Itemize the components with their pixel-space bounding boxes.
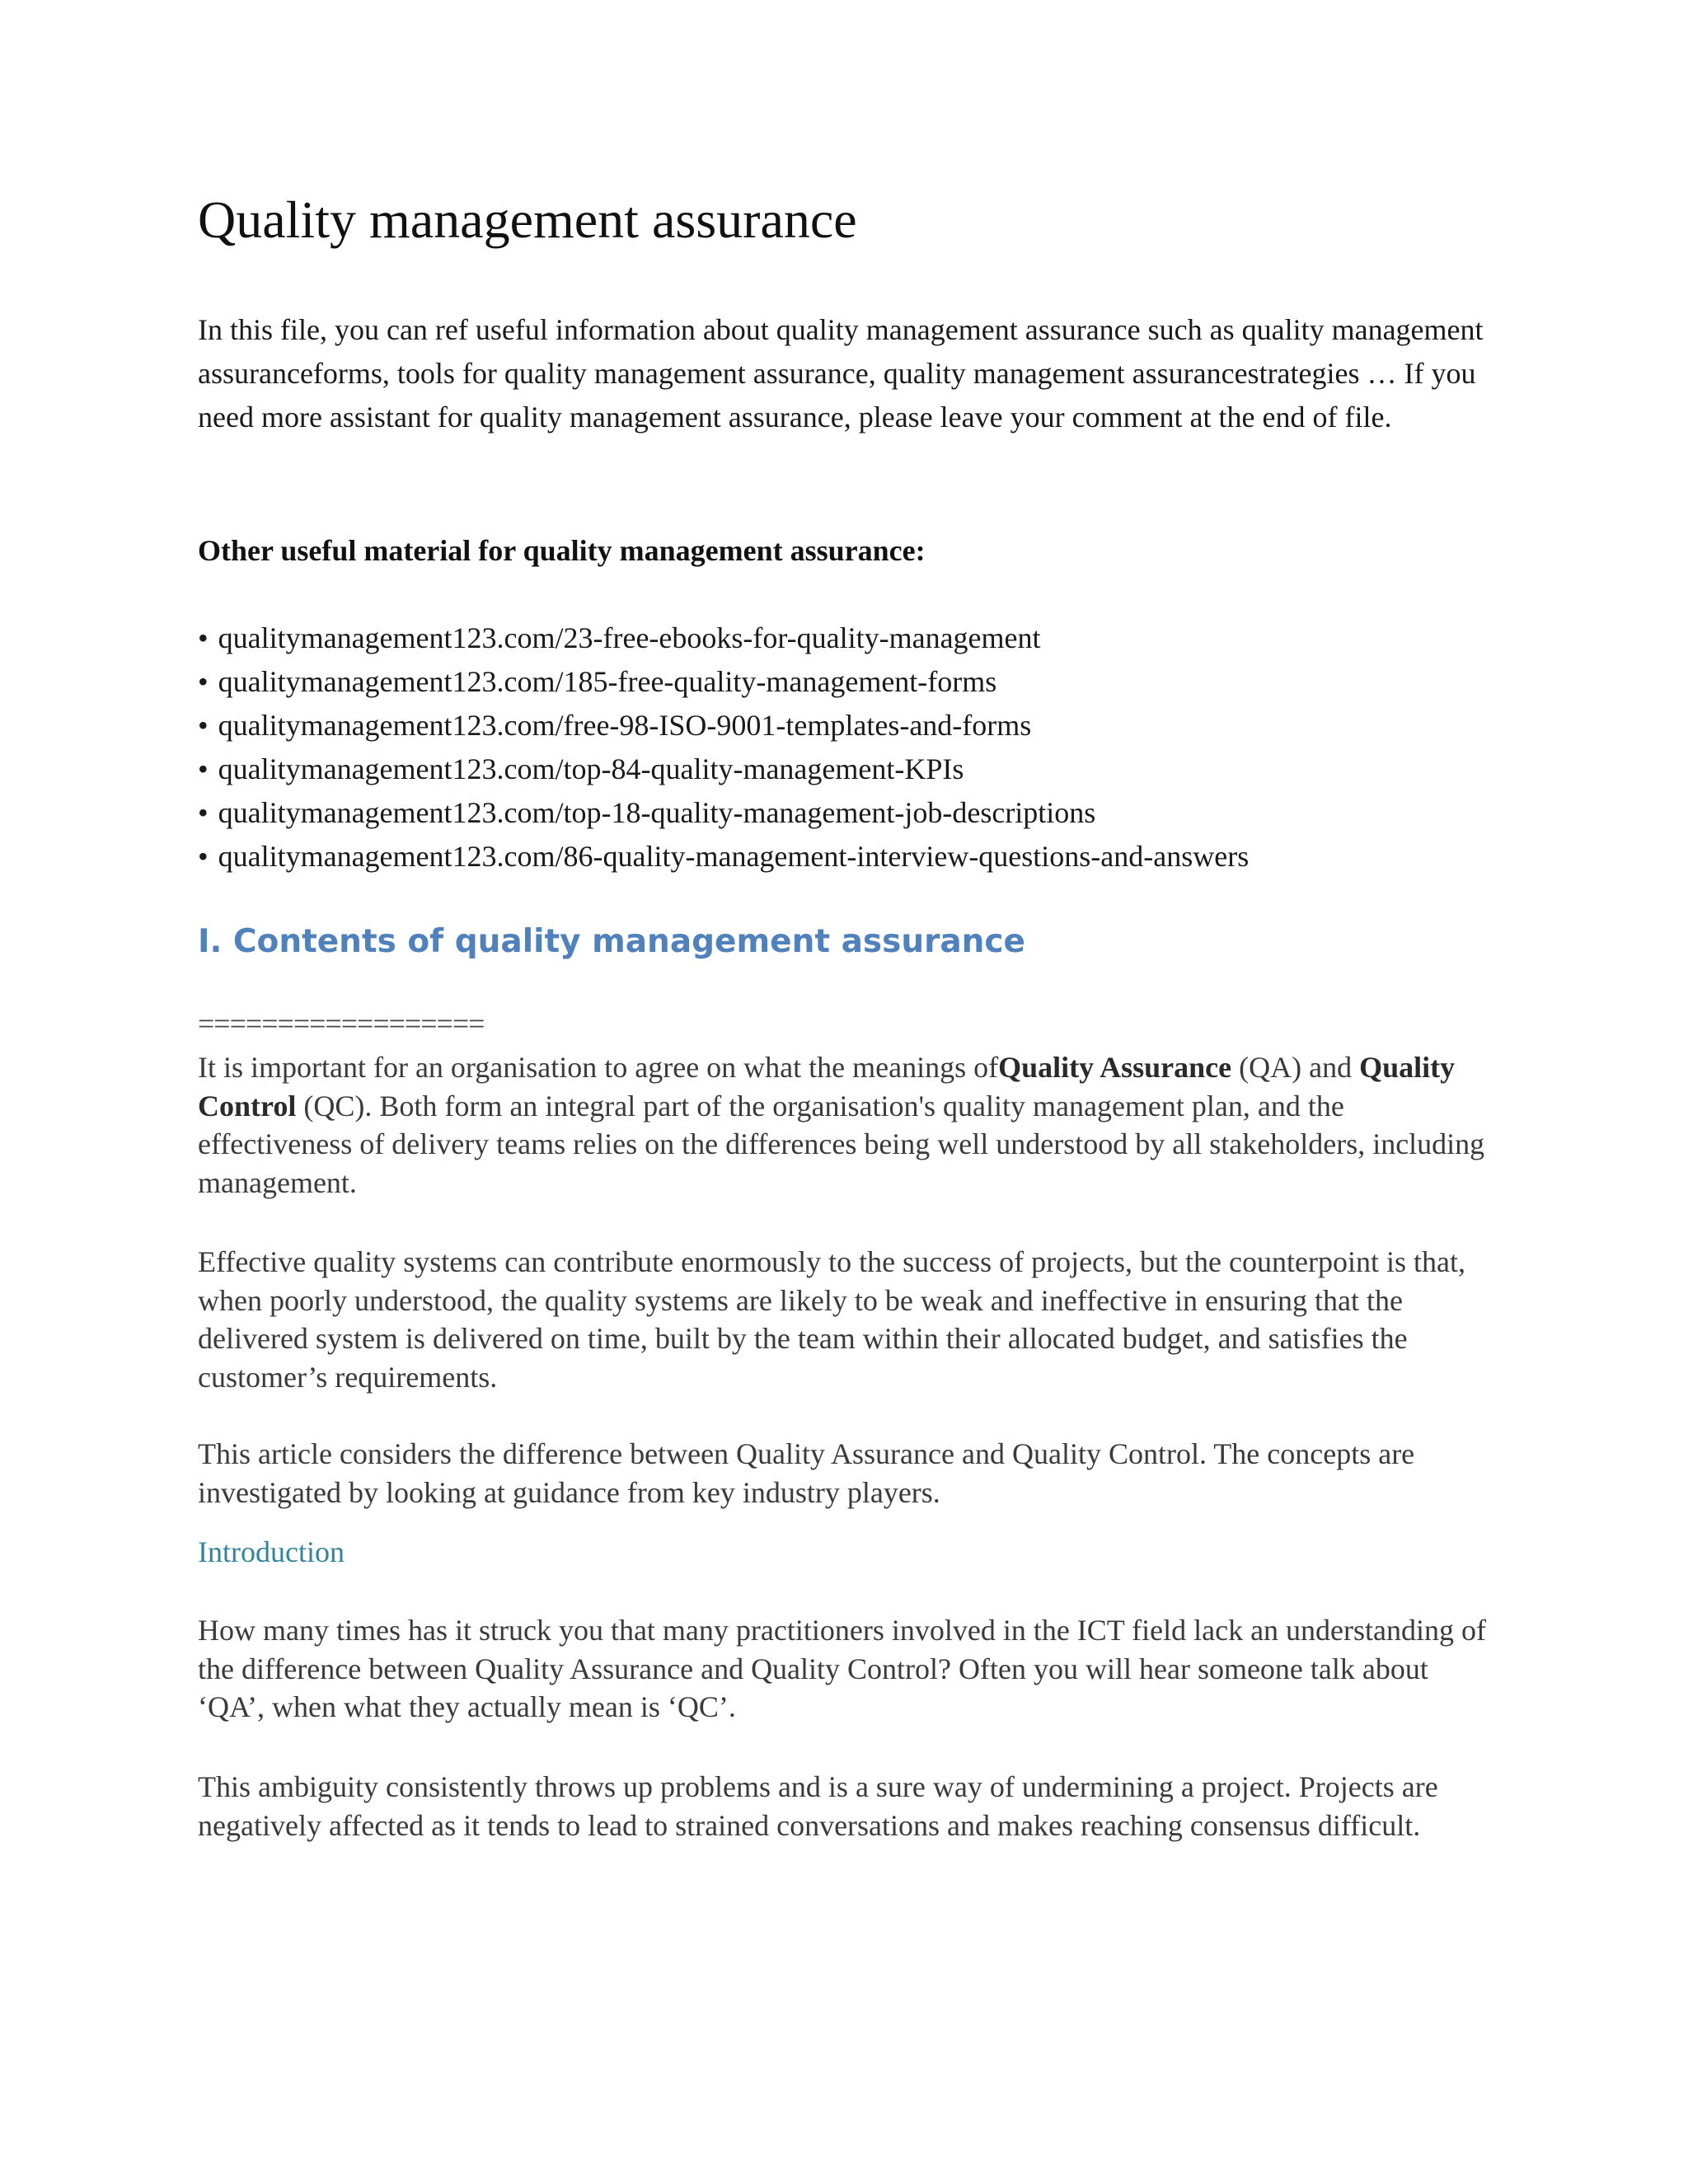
text-run: (QC). Both form an integral part of the organisation's quality management plan, and the effectiveness of delivery teams relies on the differences being well understood by all stakeholders, including management. [198,1089,1485,1199]
document-title: Quality management assurance [198,190,857,249]
list-item [198,616,1249,660]
bullet-icon: • [198,665,209,698]
sub-heading-introduction: Introduction [198,1535,345,1568]
link-iso-templates[interactable]: qualitymanagement123.com/free-98-ISO-9001-templates-and-forms [218,709,1032,742]
section-heading-contents: I. Contents of quality management assurance [198,923,1025,960]
term-quality-assurance: Quality Assurance [998,1051,1232,1084]
paragraph-ambiguity: This ambiguity consistently throws up problems and is a sure way of undermining a project. Projects are negatively affected as it tends to lead to strained conversations and makes reaching consensus difficult. [198,1770,1438,1842]
bullet-icon: • [198,709,209,742]
bullet-icon: • [198,752,209,785]
link-job-descriptions[interactable]: qualitymanagement123.com/top-18-quality-management-job-descriptions [218,796,1096,829]
link-kpis[interactable]: qualitymanagement123.com/top-84-quality-management-KPIs [218,752,964,785]
paragraph-article-scope: This article considers the difference between Quality Assurance and Quality Control. The concepts are investigated by looking at guidance from key industry players. [198,1437,1415,1509]
list-item [198,660,1249,704]
paragraph-effective-quality-systems: Effective quality systems can contribute enormously to the success of projects, but the counterpoint is that, when poorly understood, the quality systems are likely to be weak and ineffective in ensuring that the delivered system is delivered on time, built by the team within their allocated budget, and satisfies the customer’s requirements. [198,1245,1465,1394]
intro-paragraph: In this file, you can ref useful information about quality management assurance such as quality management assuranceforms, tools for quality management assurance, quality management assurancestrategies … If you need more assistant for quality management assurance, please leave your comment at the end of file. [198,313,1484,434]
list-item [198,748,1249,791]
link-forms[interactable]: qualitymanagement123.com/185-free-quality-management-forms [218,665,997,698]
term-quality-control: Quality Control [198,1051,1456,1122]
text-run: It is important for an organisation to agree on what the meanings of [198,1051,999,1084]
text-run: (QA) and [1231,1051,1360,1084]
bullet-icon: • [198,796,209,829]
link-ebooks[interactable]: qualitymanagement123.com/23-free-ebooks-for-quality-management [218,621,1041,654]
bullet-icon: • [198,621,209,654]
useful-links-list [198,616,1249,879]
paragraph-qa-qc-meaning [198,1048,1500,1202]
section-divider: ================== [198,1007,485,1040]
useful-material-heading: Other useful material for quality management assurance: [198,534,926,567]
list-item [198,704,1249,748]
list-item [198,791,1249,835]
link-interview-questions[interactable]: qualitymanagement123.com/86-quality-management-interview-questions-and-answers [218,840,1250,873]
bullet-icon: • [198,840,209,873]
list-item [198,835,1249,879]
paragraph-qa-qc-confusion: How many times has it struck you that many practitioners involved in the ICT field lack an understanding of the difference between Quality Assurance and Quality Control? Often you will hear someone talk about ‘QA’, when what they actually mean is ‘QC’. [198,1614,1486,1723]
